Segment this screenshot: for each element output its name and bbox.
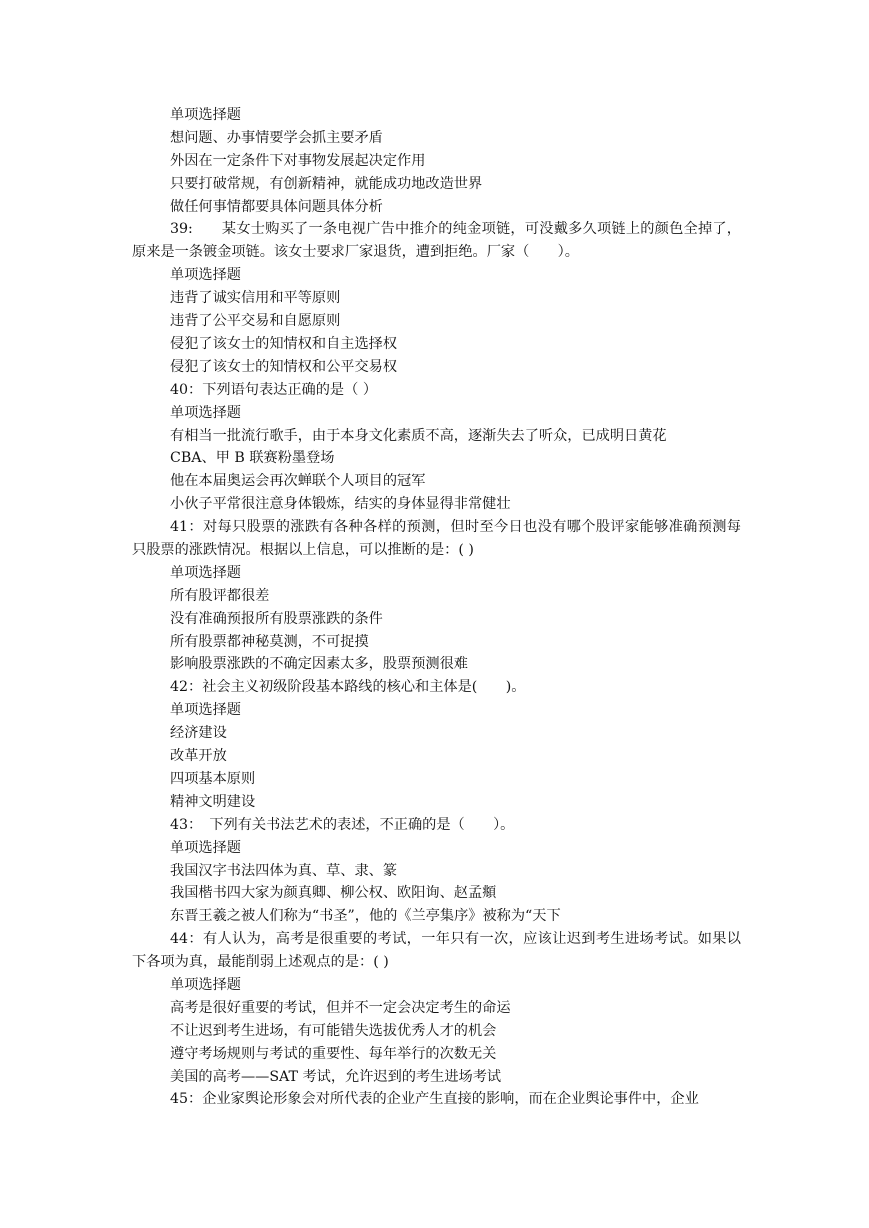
answer-option: 小伙子平常很注意身体锻炼，结实的身体显得非常健壮 — [170, 496, 511, 513]
question-type-label: 单项选择题 — [170, 267, 241, 284]
answer-option: 做任何事情都要具体问题具体分析 — [170, 198, 383, 215]
answer-option: 只要打破常规，有创新精神，就能成功地改造世界 — [170, 175, 483, 192]
answer-option: 有相当一批流行歌手，由于本身文化素质不高，逐渐失去了听众，已成明日黄花 — [170, 427, 667, 444]
question-type-label: 单项选择题 — [170, 404, 241, 421]
question-list — [132, 104, 741, 1111]
answer-option: 精神文明建设 — [170, 793, 256, 810]
question-type-label: 单项选择题 — [170, 564, 241, 581]
question-stem: 39: 某女士购买了一条电视广告中推介的纯金项链，可没戴多久项链上的颜色全掉了，原来是一条镀金项链。该女士要求厂家退货，遭到拒绝。厂家（ ）。 — [132, 221, 741, 261]
answer-option: 侵犯了该女士的知情权和自主选择权 — [170, 335, 398, 352]
answer-option: 违背了诚实信用和平等原则 — [170, 290, 341, 307]
answer-option: CBA、甲 B 联赛粉墨登场 — [170, 450, 335, 467]
answer-option: 不让迟到考生进场，有可能错失选拔优秀人才的机会 — [170, 1022, 497, 1039]
answer-option: 想问题、办事情要学会抓主要矛盾 — [170, 129, 383, 146]
question-stem: 42：社会主义初级阶段基本路线的核心和主体是( )。 — [170, 679, 526, 696]
answer-option: 他在本届奥运会再次蝉联个人项目的冠军 — [170, 473, 426, 490]
answer-option: 遵守考场规则与考试的重要性、每年举行的次数无关 — [170, 1045, 497, 1062]
answer-option: 外因在一定条件下对事物发展起决定作用 — [170, 152, 426, 169]
answer-option: 没有准确预报所有股票涨跌的条件 — [170, 610, 383, 627]
question-type-label: 单项选择题 — [170, 839, 241, 856]
question-type-label: 单项选择题 — [170, 702, 241, 719]
answer-option: 高考是很好重要的考试，但并不一定会决定考生的命运 — [170, 999, 511, 1016]
question-stem: 44：有人认为，高考是很重要的考试，一年只有一次，应该让迟到考生进场考试。如果以下各项为真，最能削弱上述观点的是：( ) — [132, 931, 741, 971]
answer-option: 东晋王羲之被人们称为“书圣”，他的《兰亭集序》被称为“天下 — [170, 908, 561, 925]
question-stem: 45：企业家舆论形象会对所代表的企业产生直接的影响，而在企业舆论事件中，企业 — [170, 1091, 699, 1108]
answer-option: 经济建设 — [170, 725, 227, 742]
answer-option: 我国楷书四大家为颜真卿、柳公权、欧阳询、赵孟頫 — [170, 885, 497, 902]
answer-option: 所有股评都很差 — [170, 587, 270, 604]
question-stem: 40：下列语句表达正确的是（ ） — [170, 381, 378, 398]
answer-option: 美国的高考——SAT 考试，允许迟到的考生进场考试 — [170, 1068, 502, 1085]
answer-option: 四项基本原则 — [170, 770, 256, 787]
answer-option: 所有股票都神秘莫测，不可捉摸 — [170, 633, 369, 650]
question-type-label: 单项选择题 — [170, 107, 241, 123]
answer-option: 改革开放 — [170, 748, 227, 765]
answer-option: 影响股票涨跌的不确定因素太多，股票预测很难 — [170, 656, 468, 673]
question-type-label: 单项选择题 — [170, 976, 241, 993]
answer-option: 违背了公平交易和自愿原则 — [170, 313, 341, 330]
answer-option: 我国汉字书法四体为真、草、隶、篆 — [170, 862, 398, 879]
answer-option: 侵犯了该女士的知情权和公平交易权 — [170, 358, 398, 375]
question-stem: 43： 下列有关书法艺术的表述，不正确的是（ ）。 — [170, 816, 515, 833]
question-stem: 41：对每只股票的涨跌有各种各样的预测，但时至今日也没有哪个股评家能够准确预测每只股票的涨跌情况。根据以上信息，可以推断的是：( ) — [132, 519, 741, 558]
